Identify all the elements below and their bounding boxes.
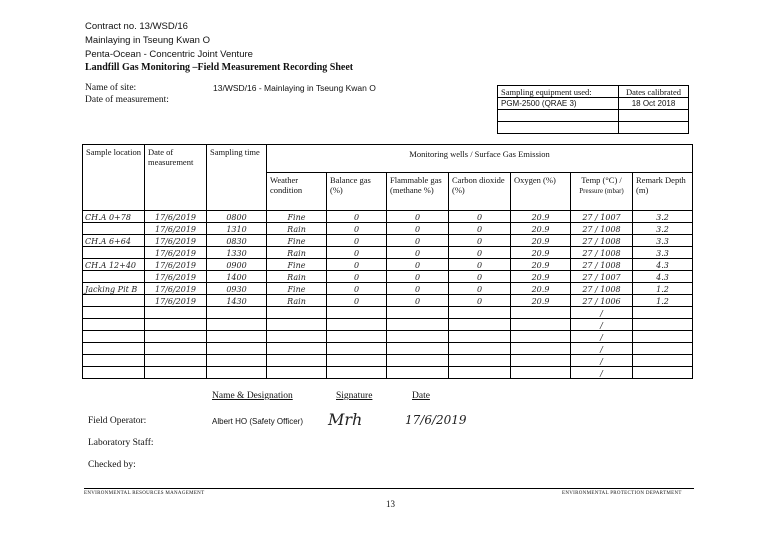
table-row [83, 283, 693, 295]
cell-weather-value: Rain [287, 224, 306, 234]
field-operator-signature: Mrh [328, 410, 363, 429]
cell-oxygen [511, 211, 571, 223]
cell-flammable-gas [387, 283, 449, 295]
cell-temp-pressure-value: 27 / 1008 [582, 260, 621, 270]
cell-weather [267, 295, 327, 307]
table-row [83, 235, 693, 247]
cell-oxygen [511, 319, 571, 331]
cell-location-value: Jacking Pit B [85, 284, 138, 294]
document-header [85, 20, 253, 62]
cell-oxygen-value: 20.9 [531, 248, 550, 258]
table-row [83, 295, 693, 307]
cell-date [145, 223, 207, 235]
cell-carbon-dioxide-value: 0 [476, 224, 483, 234]
cell-balance-gas-value: 0 [353, 296, 360, 306]
cell-temp-pressure-value: / [600, 320, 603, 330]
cell-temp-pressure-value: / [600, 308, 603, 318]
cell-temp-pressure [571, 343, 633, 355]
cell-flammable-gas-value: 0 [414, 260, 421, 270]
cell-carbon-dioxide-value: 0 [476, 236, 483, 246]
cell-weather-value: Rain [287, 248, 306, 258]
cell-temp-pressure-value: 27 / 1008 [582, 284, 621, 294]
cell-temp-pressure [571, 211, 633, 223]
cell-temp-pressure [571, 295, 633, 307]
header-temp: Temp (°C) / [581, 175, 622, 185]
cell-temp-pressure-value: 27 / 1007 [582, 212, 621, 222]
cell-remark-depth [633, 343, 693, 355]
cell-temp-pressure-value: / [600, 332, 603, 342]
cell-remark-depth-value: 4.3 [656, 260, 669, 270]
cell-temp-pressure-value: / [600, 356, 603, 366]
equipment-value: PGM-2500 (QRAE 3) [498, 98, 619, 110]
measurement-rows [83, 211, 693, 379]
cell-carbon-dioxide-value: 0 [476, 272, 483, 282]
cell-remark-depth-value: 3.3 [656, 248, 669, 258]
calibration-blank-cell [619, 110, 689, 122]
table-row [83, 211, 693, 223]
header-carbon-dioxide: Carbon dioxide (%) [449, 173, 511, 211]
table-row [83, 355, 693, 367]
cell-oxygen [511, 367, 571, 379]
cell-flammable-gas-value: 0 [414, 284, 421, 294]
cell-balance-gas [327, 355, 387, 367]
page-number: 13 [386, 499, 395, 509]
cell-date-value: 17/6/2019 [154, 236, 197, 246]
cell-weather-value: Rain [287, 272, 306, 282]
cell-weather-value: Rain [287, 296, 306, 306]
cell-carbon-dioxide [449, 223, 511, 235]
cell-weather [267, 211, 327, 223]
cell-time-value: 1400 [226, 272, 247, 282]
cell-carbon-dioxide-value: 0 [476, 248, 483, 258]
header-date-of-measurement: Date of measurement [145, 145, 207, 211]
cell-time-value: 1430 [226, 296, 247, 306]
cell-flammable-gas [387, 211, 449, 223]
cell-carbon-dioxide [449, 331, 511, 343]
cell-time-value: 1310 [226, 224, 247, 234]
cell-weather-value: Fine [287, 260, 306, 270]
cell-oxygen-value: 20.9 [531, 284, 550, 294]
cell-carbon-dioxide [449, 319, 511, 331]
calibration-date-value: 18 Oct 2018 [619, 98, 689, 110]
cell-date [145, 271, 207, 283]
header-sample-location: Sample location [83, 145, 145, 211]
cell-time [207, 343, 267, 355]
cell-oxygen [511, 343, 571, 355]
cell-oxygen-value: 20.9 [531, 236, 550, 246]
cell-balance-gas-value: 0 [353, 224, 360, 234]
cell-time [207, 247, 267, 259]
cell-time-value: 0800 [226, 212, 247, 222]
cell-time [207, 319, 267, 331]
cell-time [207, 367, 267, 379]
cell-remark-depth [633, 271, 693, 283]
cell-date [145, 331, 207, 343]
table-row [83, 331, 693, 343]
cell-carbon-dioxide-value: 0 [476, 212, 483, 222]
cell-remark-depth [633, 367, 693, 379]
cell-flammable-gas [387, 319, 449, 331]
cell-balance-gas [327, 223, 387, 235]
cell-weather [267, 307, 327, 319]
cell-weather [267, 247, 327, 259]
cell-weather-value: Fine [287, 212, 306, 222]
cell-temp-pressure-value: 27 / 1006 [582, 296, 621, 306]
cell-date-value: 17/6/2019 [154, 296, 197, 306]
cell-location [83, 259, 145, 271]
cell-temp-pressure [571, 331, 633, 343]
cell-temp-pressure [571, 271, 633, 283]
equipment-blank-cell [498, 110, 619, 122]
cell-date [145, 283, 207, 295]
cell-remark-depth-value: 4.3 [656, 272, 669, 282]
equipment-col-header: Sampling equipment used: [498, 86, 619, 98]
footer-rule [84, 488, 694, 489]
cell-flammable-gas-value: 0 [414, 212, 421, 222]
cell-time-value: 1330 [226, 248, 247, 258]
cell-carbon-dioxide [449, 343, 511, 355]
cell-time [207, 235, 267, 247]
cell-location [83, 223, 145, 235]
cell-remark-depth [633, 319, 693, 331]
cell-oxygen-value: 20.9 [531, 212, 550, 222]
cell-temp-pressure-value: 27 / 1008 [582, 248, 621, 258]
footer-right: ENVIRONMENTAL PROTECTION DEPARTMENT [562, 491, 682, 496]
cell-carbon-dioxide [449, 295, 511, 307]
cell-weather [267, 355, 327, 367]
cell-oxygen [511, 355, 571, 367]
cell-date [145, 307, 207, 319]
cell-balance-gas [327, 247, 387, 259]
cell-location [83, 247, 145, 259]
cell-temp-pressure [571, 235, 633, 247]
cell-balance-gas [327, 319, 387, 331]
cell-date-value: 17/6/2019 [154, 260, 197, 270]
cell-carbon-dioxide-value: 0 [476, 296, 483, 306]
cell-time [207, 295, 267, 307]
cell-balance-gas-value: 0 [353, 248, 360, 258]
cell-oxygen-value: 20.9 [531, 260, 550, 270]
cell-carbon-dioxide-value: 0 [476, 260, 483, 270]
cell-balance-gas [327, 271, 387, 283]
cell-temp-pressure [571, 259, 633, 271]
cell-date [145, 355, 207, 367]
header-temp-pressure [571, 173, 633, 211]
cell-remark-depth-value: 3.3 [656, 236, 669, 246]
cell-remark-depth [633, 295, 693, 307]
cell-time [207, 211, 267, 223]
table-row [83, 319, 693, 331]
cell-flammable-gas [387, 307, 449, 319]
table-row [83, 307, 693, 319]
cell-location [83, 295, 145, 307]
cell-balance-gas [327, 283, 387, 295]
cell-flammable-gas [387, 259, 449, 271]
cell-flammable-gas [387, 295, 449, 307]
cell-flammable-gas [387, 367, 449, 379]
cell-time [207, 223, 267, 235]
cell-carbon-dioxide [449, 283, 511, 295]
field-operator-name: Albert HO (Safety Officer) [212, 417, 303, 426]
cell-temp-pressure [571, 319, 633, 331]
cell-temp-pressure [571, 355, 633, 367]
measurement-table [82, 144, 693, 379]
cell-location-value: CH.A 0+78 [85, 212, 131, 222]
cell-carbon-dioxide-value: 0 [476, 284, 483, 294]
cell-flammable-gas [387, 247, 449, 259]
cell-carbon-dioxide [449, 247, 511, 259]
cell-oxygen [511, 235, 571, 247]
cell-remark-depth-value: 1.2 [656, 296, 669, 306]
cell-location [83, 211, 145, 223]
cell-temp-pressure [571, 367, 633, 379]
signoff-name-header: Name & Designation [212, 391, 293, 401]
cell-date-value: 17/6/2019 [154, 212, 197, 222]
cell-flammable-gas-value: 0 [414, 248, 421, 258]
laboratory-staff-label: Laboratory Staff: [88, 438, 154, 448]
cell-temp-pressure-value: / [600, 344, 603, 354]
cell-balance-gas [327, 295, 387, 307]
cell-oxygen [511, 307, 571, 319]
cell-temp-pressure-value: 27 / 1007 [582, 272, 621, 282]
cell-carbon-dioxide [449, 259, 511, 271]
cell-carbon-dioxide [449, 271, 511, 283]
cell-oxygen [511, 283, 571, 295]
cell-weather-value: Fine [287, 284, 306, 294]
cell-carbon-dioxide [449, 235, 511, 247]
cell-time-value: 0930 [226, 284, 247, 294]
site-name-label: Name of site: [85, 83, 137, 93]
cell-date [145, 367, 207, 379]
cell-weather [267, 367, 327, 379]
cell-weather-value: Fine [287, 236, 306, 246]
cell-date-value: 17/6/2019 [154, 224, 197, 234]
cell-location [83, 283, 145, 295]
cell-balance-gas-value: 0 [353, 284, 360, 294]
cell-weather [267, 235, 327, 247]
cell-time [207, 259, 267, 271]
cell-weather [267, 331, 327, 343]
cell-date [145, 295, 207, 307]
cell-remark-depth-value: 1.2 [656, 284, 669, 294]
cell-location [83, 319, 145, 331]
table-row [83, 259, 693, 271]
cell-balance-gas [327, 211, 387, 223]
cell-remark-depth [633, 211, 693, 223]
cell-remark-depth-value: 3.2 [656, 224, 669, 234]
signoff-date-header: Date [412, 391, 430, 401]
measurement-date-label: Date of measurement: [85, 95, 169, 105]
equipment-table [497, 85, 689, 134]
cell-weather [267, 319, 327, 331]
cell-oxygen-value: 20.9 [531, 296, 550, 306]
cell-flammable-gas [387, 235, 449, 247]
cell-remark-depth-value: 3.2 [656, 212, 669, 222]
cell-temp-pressure [571, 247, 633, 259]
cell-date [145, 259, 207, 271]
table-row [83, 271, 693, 283]
cell-location [83, 367, 145, 379]
cell-flammable-gas [387, 223, 449, 235]
cell-remark-depth [633, 259, 693, 271]
table-row [83, 343, 693, 355]
cell-temp-pressure [571, 307, 633, 319]
cell-remark-depth [633, 247, 693, 259]
cell-date [145, 319, 207, 331]
cell-temp-pressure-value: 27 / 1008 [582, 224, 621, 234]
cell-balance-gas [327, 331, 387, 343]
cell-weather [267, 259, 327, 271]
cell-carbon-dioxide [449, 211, 511, 223]
cell-date-value: 17/6/2019 [154, 284, 197, 294]
field-operator-date: 17/6/2019 [405, 413, 467, 427]
cell-date-value: 17/6/2019 [154, 272, 197, 282]
cell-time [207, 307, 267, 319]
header-sampling-time: Sampling time [207, 145, 267, 211]
cell-time [207, 331, 267, 343]
cell-remark-depth [633, 355, 693, 367]
cell-weather [267, 271, 327, 283]
cell-time [207, 355, 267, 367]
cell-balance-gas [327, 343, 387, 355]
cell-location-value: CH.A 12+40 [85, 260, 137, 270]
equipment-blank-cell [498, 122, 619, 134]
cell-remark-depth [633, 223, 693, 235]
cell-oxygen [511, 247, 571, 259]
header-weather: Weather condition [267, 173, 327, 211]
cell-balance-gas-value: 0 [353, 272, 360, 282]
header-pressure: Pressure (mbar) [579, 187, 624, 195]
header-oxygen: Oxygen (%) [511, 173, 571, 211]
cell-time [207, 283, 267, 295]
cell-remark-depth [633, 235, 693, 247]
site-name-value: 13/WSD/16 - Mainlaying in Tseung Kwan O [213, 83, 376, 93]
table-row [83, 247, 693, 259]
cell-time-value: 0900 [226, 260, 247, 270]
cell-balance-gas [327, 307, 387, 319]
cell-balance-gas-value: 0 [353, 260, 360, 270]
cell-flammable-gas-value: 0 [414, 272, 421, 282]
cell-flammable-gas [387, 355, 449, 367]
cell-weather [267, 343, 327, 355]
cell-time-value: 0830 [226, 236, 247, 246]
cell-location [83, 271, 145, 283]
cell-location-value: CH.A 6+64 [85, 236, 131, 246]
checked-by-label: Checked by: [88, 460, 136, 470]
cell-oxygen [511, 223, 571, 235]
cell-flammable-gas [387, 271, 449, 283]
cell-location [83, 331, 145, 343]
cell-balance-gas [327, 367, 387, 379]
project-name: Mainlaying in Tseung Kwan O [85, 35, 210, 46]
header-remark-depth: Remark Depth (m) [633, 173, 693, 211]
signoff-signature-header: Signature [336, 391, 373, 401]
cell-time [207, 271, 267, 283]
cell-date [145, 343, 207, 355]
cell-flammable-gas [387, 331, 449, 343]
header-balance-gas: Balance gas (%) [327, 173, 387, 211]
cell-date-value: 17/6/2019 [154, 248, 197, 258]
field-operator-label: Field Operator: [88, 416, 147, 426]
contract-number: Contract no. 13/WSD/16 [85, 21, 188, 32]
cell-oxygen [511, 295, 571, 307]
cell-date [145, 211, 207, 223]
header-flammable-gas: Flammable gas (methane %) [387, 173, 449, 211]
cell-carbon-dioxide [449, 307, 511, 319]
cell-date [145, 247, 207, 259]
cell-flammable-gas-value: 0 [414, 236, 421, 246]
cell-flammable-gas-value: 0 [414, 224, 421, 234]
cell-oxygen-value: 20.9 [531, 272, 550, 282]
cell-flammable-gas [387, 343, 449, 355]
table-row [83, 367, 693, 379]
cell-oxygen [511, 331, 571, 343]
cell-location [83, 235, 145, 247]
contractor-name: Penta-Ocean - Concentric Joint Venture [85, 49, 253, 60]
table-row [83, 223, 693, 235]
cell-carbon-dioxide [449, 367, 511, 379]
cell-balance-gas-value: 0 [353, 212, 360, 222]
cell-carbon-dioxide [449, 355, 511, 367]
cell-temp-pressure-value: / [600, 368, 603, 378]
cell-weather [267, 223, 327, 235]
header-monitoring-group: Monitoring wells / Surface Gas Emission [267, 145, 693, 173]
sheet-title: Landfill Gas Monitoring –Field Measurement Recording Sheet [85, 62, 354, 73]
cell-date [145, 235, 207, 247]
calibration-blank-cell [619, 122, 689, 134]
cell-location [83, 307, 145, 319]
cell-temp-pressure [571, 283, 633, 295]
cell-temp-pressure-value: 27 / 1008 [582, 236, 621, 246]
calibration-col-header: Dates calibrated [619, 86, 689, 98]
footer-left: ENVIRONMENTAL RESOURCES MANAGEMENT [84, 491, 205, 496]
cell-oxygen [511, 271, 571, 283]
cell-weather [267, 283, 327, 295]
cell-temp-pressure [571, 223, 633, 235]
cell-balance-gas [327, 259, 387, 271]
cell-balance-gas [327, 235, 387, 247]
cell-location [83, 355, 145, 367]
cell-location [83, 343, 145, 355]
cell-remark-depth [633, 307, 693, 319]
cell-oxygen-value: 20.9 [531, 224, 550, 234]
cell-balance-gas-value: 0 [353, 236, 360, 246]
cell-remark-depth [633, 331, 693, 343]
cell-remark-depth [633, 283, 693, 295]
cell-flammable-gas-value: 0 [414, 296, 421, 306]
cell-oxygen [511, 259, 571, 271]
